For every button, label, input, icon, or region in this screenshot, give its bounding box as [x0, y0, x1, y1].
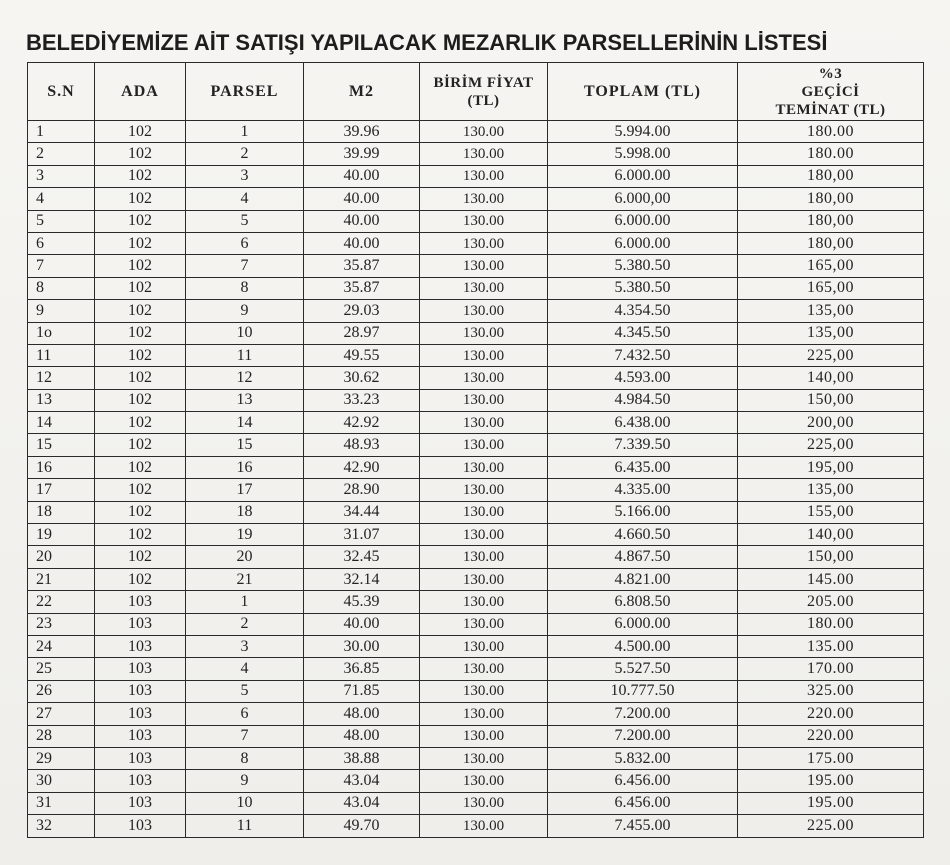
- cell-birim-fiyat: 130.00: [420, 815, 548, 837]
- cell-toplam: 5.998.00: [548, 143, 738, 165]
- table-row: [28, 635, 924, 657]
- cell-m2: 28.90: [304, 479, 420, 501]
- cell-toplam: 5.380.50: [548, 277, 738, 299]
- cell-toplam: 7.339.50: [548, 434, 738, 456]
- cell-toplam: 6.000.00: [548, 210, 738, 232]
- cell-ada: 102: [95, 322, 186, 344]
- cell-m2: 32.14: [304, 568, 420, 590]
- cell-teminat: 220.00: [738, 725, 924, 747]
- cell-teminat: 225,00: [738, 344, 924, 366]
- cell-m2: 40.00: [304, 232, 420, 254]
- cell-parsel: 3: [186, 165, 304, 187]
- cell-ada: 102: [95, 412, 186, 434]
- table-row: [28, 591, 924, 613]
- cell-birim-fiyat: 130.00: [420, 165, 548, 187]
- cell-parsel: 7: [186, 255, 304, 277]
- cell-parsel: 21: [186, 568, 304, 590]
- cell-toplam: 10.777.50: [548, 680, 738, 702]
- cell-birim-fiyat: 130.00: [420, 591, 548, 613]
- cell-sn: 16: [28, 456, 95, 478]
- header-birim-fiyat-line2: (TL): [467, 92, 500, 109]
- cell-toplam: 4.821.00: [548, 568, 738, 590]
- cell-parsel: 20: [186, 546, 304, 568]
- cell-ada: 102: [95, 344, 186, 366]
- cell-sn: 32: [28, 815, 95, 837]
- header-teminat: [738, 63, 924, 121]
- cell-ada: 102: [95, 546, 186, 568]
- cell-teminat: 205.00: [738, 591, 924, 613]
- cell-birim-fiyat: 130.00: [420, 344, 548, 366]
- cell-parsel: 1: [186, 121, 304, 143]
- cell-teminat: 150,00: [738, 389, 924, 411]
- table-row: [28, 367, 924, 389]
- cell-parsel: 18: [186, 501, 304, 523]
- cell-m2: 29.03: [304, 300, 420, 322]
- cell-ada: 102: [95, 165, 186, 187]
- cell-teminat: 170.00: [738, 658, 924, 680]
- cell-teminat: 135.00: [738, 635, 924, 657]
- cell-birim-fiyat: 130.00: [420, 524, 548, 546]
- cell-toplam: 6.000.00: [548, 613, 738, 635]
- header-parsel: PARSEL: [186, 63, 304, 121]
- table-row: [28, 792, 924, 814]
- cell-ada: 102: [95, 277, 186, 299]
- cell-ada: 102: [95, 255, 186, 277]
- cell-teminat: 145.00: [738, 568, 924, 590]
- cell-ada: 103: [95, 792, 186, 814]
- cell-m2: 49.70: [304, 815, 420, 837]
- cell-ada: 102: [95, 188, 186, 210]
- cell-toplam: 6.438.00: [548, 412, 738, 434]
- cell-ada: 103: [95, 725, 186, 747]
- cell-birim-fiyat: 130.00: [420, 434, 548, 456]
- cell-toplam: 6.000.00: [548, 232, 738, 254]
- cell-parsel: 11: [186, 344, 304, 366]
- cell-parsel: 7: [186, 725, 304, 747]
- table-row: [28, 412, 924, 434]
- cell-toplam: 6.456.00: [548, 770, 738, 792]
- cell-m2: 35.87: [304, 277, 420, 299]
- table-row: [28, 300, 924, 322]
- table-row: [28, 747, 924, 769]
- cell-ada: 103: [95, 658, 186, 680]
- cell-sn: 28: [28, 725, 95, 747]
- cell-sn: 23: [28, 613, 95, 635]
- cell-toplam: 4.345.50: [548, 322, 738, 344]
- cell-toplam: 5.994.00: [548, 121, 738, 143]
- cell-m2: 40.00: [304, 165, 420, 187]
- cell-toplam: 4.593.00: [548, 367, 738, 389]
- table-row: [28, 546, 924, 568]
- table-row: [28, 210, 924, 232]
- cell-ada: 102: [95, 367, 186, 389]
- cell-teminat: 180.00: [738, 143, 924, 165]
- table-row: [28, 232, 924, 254]
- cell-ada: 103: [95, 591, 186, 613]
- table-row: [28, 613, 924, 635]
- cell-ada: 102: [95, 479, 186, 501]
- cell-parsel: 10: [186, 792, 304, 814]
- cell-toplam: 5.380.50: [548, 255, 738, 277]
- cell-teminat: 165,00: [738, 255, 924, 277]
- header-ada: ADA: [95, 63, 186, 121]
- cell-birim-fiyat: 130.00: [420, 456, 548, 478]
- cell-birim-fiyat: 130.00: [420, 210, 548, 232]
- cell-toplam: 5.166.00: [548, 501, 738, 523]
- cell-sn: 27: [28, 703, 95, 725]
- cell-teminat: 220.00: [738, 703, 924, 725]
- cell-parsel: 15: [186, 434, 304, 456]
- cell-m2: 39.96: [304, 121, 420, 143]
- cell-ada: 102: [95, 501, 186, 523]
- cell-ada: 103: [95, 635, 186, 657]
- cell-ada: 103: [95, 680, 186, 702]
- table-row: [28, 568, 924, 590]
- cell-m2: 34.44: [304, 501, 420, 523]
- cell-toplam: 4.500.00: [548, 635, 738, 657]
- cell-toplam: 4.867.50: [548, 546, 738, 568]
- cell-m2: 43.04: [304, 770, 420, 792]
- cell-m2: 42.92: [304, 412, 420, 434]
- cell-toplam: 6.456.00: [548, 792, 738, 814]
- header-sn: S.N: [28, 63, 95, 121]
- cell-m2: 43.04: [304, 792, 420, 814]
- cell-toplam: 4.660.50: [548, 524, 738, 546]
- table-header-row: [28, 63, 924, 121]
- cell-m2: 32.45: [304, 546, 420, 568]
- cell-birim-fiyat: 130.00: [420, 143, 548, 165]
- cell-birim-fiyat: 130.00: [420, 479, 548, 501]
- cell-birim-fiyat: 130.00: [420, 613, 548, 635]
- cell-m2: 40.00: [304, 613, 420, 635]
- cell-ada: 102: [95, 568, 186, 590]
- cell-parsel: 9: [186, 300, 304, 322]
- cell-m2: 48.00: [304, 725, 420, 747]
- cell-birim-fiyat: 130.00: [420, 658, 548, 680]
- cell-sn: 30: [28, 770, 95, 792]
- cell-ada: 102: [95, 232, 186, 254]
- cell-birim-fiyat: 130.00: [420, 568, 548, 590]
- cell-ada: 103: [95, 747, 186, 769]
- table-row: [28, 815, 924, 837]
- cell-teminat: 225.00: [738, 815, 924, 837]
- cell-teminat: 180.00: [738, 613, 924, 635]
- cell-m2: 30.62: [304, 367, 420, 389]
- cell-teminat: 135,00: [738, 300, 924, 322]
- table-row: [28, 725, 924, 747]
- cell-birim-fiyat: 130.00: [420, 792, 548, 814]
- cell-parsel: 6: [186, 703, 304, 725]
- cell-birim-fiyat: 130.00: [420, 635, 548, 657]
- cell-parsel: 19: [186, 524, 304, 546]
- cell-parsel: 1: [186, 591, 304, 613]
- cell-teminat: 195,00: [738, 456, 924, 478]
- cell-birim-fiyat: 130.00: [420, 770, 548, 792]
- cell-parsel: 10: [186, 322, 304, 344]
- cell-sn: 8: [28, 277, 95, 299]
- cell-birim-fiyat: 130.00: [420, 232, 548, 254]
- table-row: [28, 322, 924, 344]
- parcel-table: [27, 62, 924, 838]
- cell-teminat: 135,00: [738, 322, 924, 344]
- table-row: [28, 658, 924, 680]
- cell-sn: 17: [28, 479, 95, 501]
- cell-toplam: 7.455.00: [548, 815, 738, 837]
- cell-ada: 102: [95, 121, 186, 143]
- cell-m2: 48.93: [304, 434, 420, 456]
- cell-sn: 1o: [28, 322, 95, 344]
- cell-ada: 102: [95, 210, 186, 232]
- cell-sn: 24: [28, 635, 95, 657]
- cell-toplam: 6.000.00: [548, 165, 738, 187]
- cell-sn: 2: [28, 143, 95, 165]
- cell-toplam: 5.527.50: [548, 658, 738, 680]
- cell-parsel: 9: [186, 770, 304, 792]
- cell-ada: 102: [95, 143, 186, 165]
- cell-parsel: 6: [186, 232, 304, 254]
- cell-sn: 19: [28, 524, 95, 546]
- cell-toplam: 6.808.50: [548, 591, 738, 613]
- cell-sn: 1: [28, 121, 95, 143]
- cell-m2: 71.85: [304, 680, 420, 702]
- cell-m2: 36.85: [304, 658, 420, 680]
- cell-ada: 103: [95, 613, 186, 635]
- cell-parsel: 4: [186, 658, 304, 680]
- cell-ada: 103: [95, 815, 186, 837]
- cell-teminat: 195.00: [738, 770, 924, 792]
- cell-sn: 20: [28, 546, 95, 568]
- cell-sn: 25: [28, 658, 95, 680]
- cell-m2: 40.00: [304, 210, 420, 232]
- cell-parsel: 3: [186, 635, 304, 657]
- cell-teminat: 175.00: [738, 747, 924, 769]
- header-teminat-line1: %3: [818, 65, 843, 82]
- cell-parsel: 2: [186, 613, 304, 635]
- cell-m2: 33.23: [304, 389, 420, 411]
- header-m2: M2: [304, 63, 420, 121]
- cell-toplam: 7.200.00: [548, 703, 738, 725]
- table-row: [28, 165, 924, 187]
- cell-m2: 42.90: [304, 456, 420, 478]
- cell-m2: 45.39: [304, 591, 420, 613]
- cell-parsel: 8: [186, 747, 304, 769]
- cell-ada: 102: [95, 389, 186, 411]
- cell-sn: 12: [28, 367, 95, 389]
- table-row: [28, 143, 924, 165]
- cell-parsel: 16: [186, 456, 304, 478]
- cell-sn: 26: [28, 680, 95, 702]
- table-row: [28, 524, 924, 546]
- table-row: [28, 434, 924, 456]
- table-row: [28, 501, 924, 523]
- cell-sn: 6: [28, 232, 95, 254]
- table-row: [28, 255, 924, 277]
- cell-teminat: 165,00: [738, 277, 924, 299]
- table-row: [28, 344, 924, 366]
- cell-birim-fiyat: 130.00: [420, 412, 548, 434]
- table-row: [28, 456, 924, 478]
- cell-birim-fiyat: 130.00: [420, 747, 548, 769]
- cell-sn: 22: [28, 591, 95, 613]
- cell-teminat: 325.00: [738, 680, 924, 702]
- cell-teminat: 140,00: [738, 367, 924, 389]
- cell-parsel: 4: [186, 188, 304, 210]
- cell-sn: 3: [28, 165, 95, 187]
- table-row: [28, 389, 924, 411]
- cell-parsel: 2: [186, 143, 304, 165]
- cell-birim-fiyat: 130.00: [420, 389, 548, 411]
- cell-birim-fiyat: 130.00: [420, 322, 548, 344]
- cell-toplam: 4.335.00: [548, 479, 738, 501]
- cell-teminat: 225,00: [738, 434, 924, 456]
- table-row: [28, 121, 924, 143]
- cell-m2: 40.00: [304, 188, 420, 210]
- cell-teminat: 180,00: [738, 165, 924, 187]
- header-teminat-line2: GEÇİCİ: [801, 83, 860, 100]
- cell-toplam: 7.432.50: [548, 344, 738, 366]
- cell-birim-fiyat: 130.00: [420, 188, 548, 210]
- table-row: [28, 703, 924, 725]
- cell-birim-fiyat: 130.00: [420, 277, 548, 299]
- cell-m2: 38.88: [304, 747, 420, 769]
- cell-sn: 14: [28, 412, 95, 434]
- cell-m2: 39.99: [304, 143, 420, 165]
- cell-ada: 102: [95, 434, 186, 456]
- cell-birim-fiyat: 130.00: [420, 725, 548, 747]
- cell-parsel: 13: [186, 389, 304, 411]
- header-toplam: TOPLAM (TL): [548, 63, 738, 121]
- cell-sn: 15: [28, 434, 95, 456]
- cell-sn: 11: [28, 344, 95, 366]
- cell-toplam: 6.435.00: [548, 456, 738, 478]
- cell-teminat: 200,00: [738, 412, 924, 434]
- cell-toplam: 7.200.00: [548, 725, 738, 747]
- cell-parsel: 12: [186, 367, 304, 389]
- cell-teminat: 195.00: [738, 792, 924, 814]
- cell-parsel: 11: [186, 815, 304, 837]
- cell-m2: 35.87: [304, 255, 420, 277]
- cell-parsel: 14: [186, 412, 304, 434]
- cell-teminat: 150,00: [738, 546, 924, 568]
- cell-sn: 31: [28, 792, 95, 814]
- cell-birim-fiyat: 130.00: [420, 546, 548, 568]
- cell-teminat: 180.00: [738, 121, 924, 143]
- cell-sn: 4: [28, 188, 95, 210]
- cell-ada: 102: [95, 524, 186, 546]
- cell-birim-fiyat: 130.00: [420, 501, 548, 523]
- table-body: [28, 121, 924, 838]
- cell-sn: 21: [28, 568, 95, 590]
- cell-sn: 18: [28, 501, 95, 523]
- table-row: [28, 277, 924, 299]
- cell-sn: 5: [28, 210, 95, 232]
- cell-ada: 103: [95, 770, 186, 792]
- cell-birim-fiyat: 130.00: [420, 680, 548, 702]
- cell-toplam: 5.832.00: [548, 747, 738, 769]
- cell-teminat: 155,00: [738, 501, 924, 523]
- cell-ada: 102: [95, 456, 186, 478]
- header-teminat-line3: TEMİNAT (TL): [775, 101, 886, 118]
- cell-sn: 7: [28, 255, 95, 277]
- table-row: [28, 188, 924, 210]
- cell-teminat: 140,00: [738, 524, 924, 546]
- cell-birim-fiyat: 130.00: [420, 367, 548, 389]
- cell-parsel: 8: [186, 277, 304, 299]
- cell-m2: 31.07: [304, 524, 420, 546]
- cell-sn: 9: [28, 300, 95, 322]
- cell-birim-fiyat: 130.00: [420, 255, 548, 277]
- cell-teminat: 180,00: [738, 232, 924, 254]
- cell-teminat: 180,00: [738, 210, 924, 232]
- cell-sn: 29: [28, 747, 95, 769]
- table-row: [28, 479, 924, 501]
- table-row: [28, 680, 924, 702]
- cell-teminat: 135,00: [738, 479, 924, 501]
- header-birim-fiyat-line1: BİRİM FİYAT: [433, 74, 534, 91]
- cell-birim-fiyat: 130.00: [420, 121, 548, 143]
- cell-parsel: 17: [186, 479, 304, 501]
- page-title: BELEDİYEMİZE AİT SATIŞI YAPILACAK MEZARLIK PARSELLERİNİN LİSTESİ: [26, 30, 828, 55]
- cell-m2: 30.00: [304, 635, 420, 657]
- cell-parsel: 5: [186, 680, 304, 702]
- cell-ada: 102: [95, 300, 186, 322]
- cell-sn: 13: [28, 389, 95, 411]
- table-row: [28, 770, 924, 792]
- cell-teminat: 180,00: [738, 188, 924, 210]
- cell-toplam: 6.000,00: [548, 188, 738, 210]
- cell-parsel: 5: [186, 210, 304, 232]
- cell-toplam: 4.354.50: [548, 300, 738, 322]
- cell-birim-fiyat: 130.00: [420, 300, 548, 322]
- header-birim-fiyat: [420, 63, 548, 121]
- cell-toplam: 4.984.50: [548, 389, 738, 411]
- cell-ada: 103: [95, 703, 186, 725]
- cell-m2: 48.00: [304, 703, 420, 725]
- cell-m2: 49.55: [304, 344, 420, 366]
- cell-birim-fiyat: 130.00: [420, 703, 548, 725]
- cell-m2: 28.97: [304, 322, 420, 344]
